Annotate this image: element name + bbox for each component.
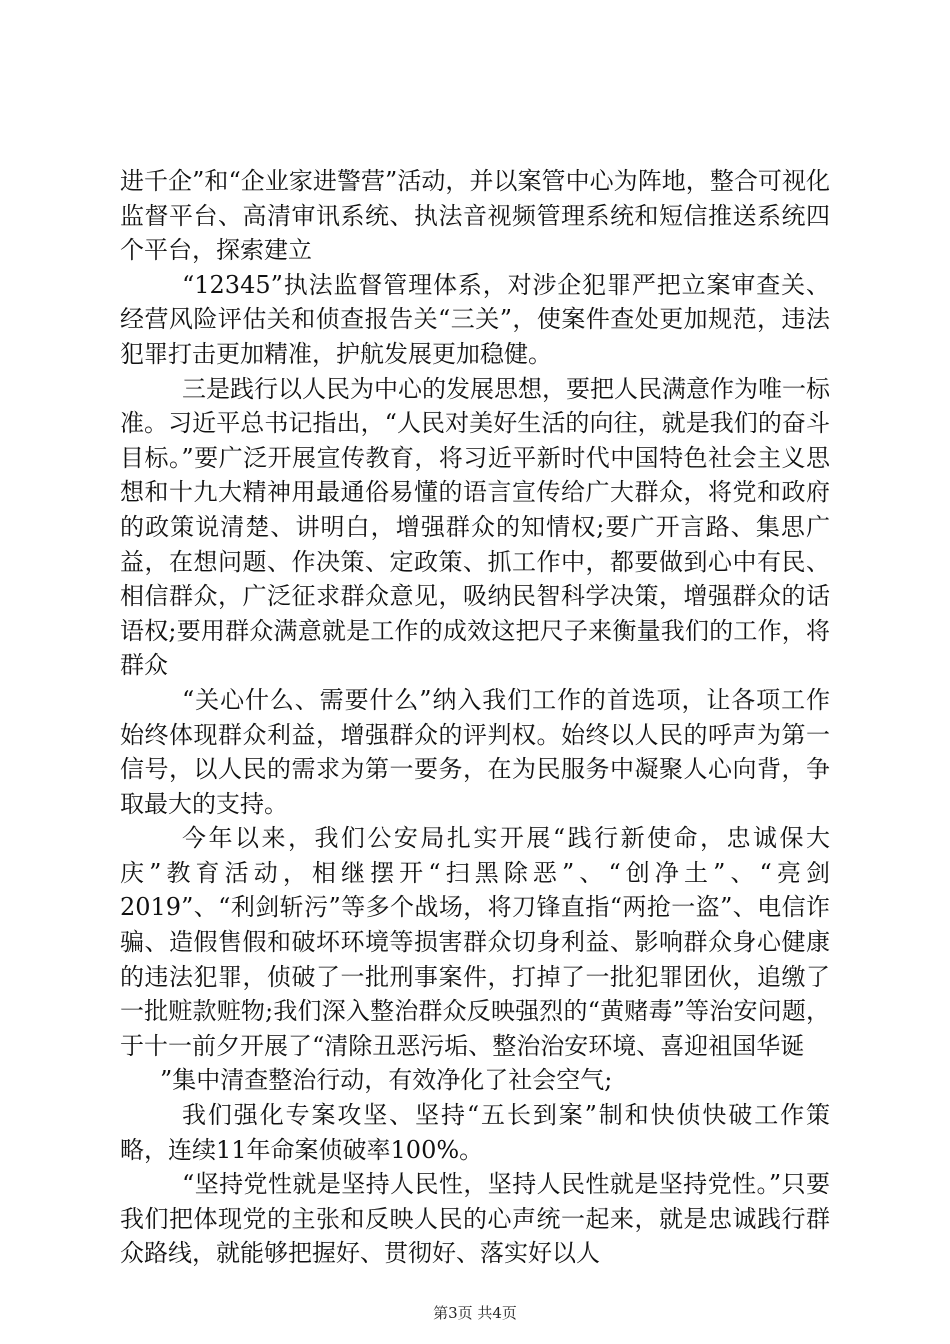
page-footer — [0, 1302, 950, 1323]
paragraph-1: 进千企”和“企业家进警营”活动，并以案管中心为阵地，整合可视化监督平台、高清审讯系统、执法音视频管理系统和短信推送系统四个平台，探索建立 — [120, 167, 830, 265]
page-number-label: 第3页 共4页 — [433, 1304, 517, 1322]
paragraph-2: “12345”执法监督管理体系，对涉企犯罪严把立案审查关、经营风险评估关和侦查报告关“三关”，使案件查处更加规范，违法犯罪打击更加精准，护航发展更加稳健。 — [120, 270, 830, 368]
paragraph-4: “关心什么、需要什么”纳入我们工作的首选项，让各项工作始终体现群众利益，增强群众的评判权。始终以人民的呼声为第一信号，以人民的需求为第一要务，在为民服务中凝聚人心向背，争取最大的支持。 — [120, 685, 830, 818]
paragraph-7: 我们强化专案攻坚、坚持“五长到案”制和快侦快破工作策略，连续11年命案侦破率100%。 — [120, 1101, 830, 1164]
paragraph-8: “坚持党性就是坚持人民性，坚持人民性就是坚持党性。”只要我们把体现党的主张和反映人民的心声统一起来，就是忠诚践行群众路线，就能够把握好、贯彻好、落实好以人 — [120, 1170, 830, 1268]
paragraph-5: 今年以来，我们公安局扎实开展“践行新使命，忠诚保大庆”教育活动，相继摆开“扫黑除恶”、“创净土”、“亮剑2019”、“利剑斩污”等多个战场，将刀锋直指“两抢一盗”、电信诈骗、造假售假和破坏环境等损害群众切身利益、影响群众身心健康的违法犯罪，侦破了一批刑事案件，打掉了一批犯罪团伙，追缴了一批赃款赃物;我们深入整治群众反映强烈的“黄赌毒”等治安问题，于十一前夕开展了“清除丑恶污垢、整治治安环境、喜迎祖国华诞 — [120, 824, 830, 1060]
paragraph-6: ”集中清查整治行动，有效净化了社会空气; — [160, 1066, 613, 1095]
document-body — [120, 164, 830, 1271]
paragraph-3: 三是践行以人民为中心的发展思想，要把人民满意作为唯一标准。习近平总书记指出，“人民对美好生活的向往，就是我们的奋斗目标。”要广泛开展宣传教育，将习近平新时代中国特色社会主义思想和十九大精神用最通俗易懂的语言宣传给广大群众，将党和政府的政策说清楚、讲明白，增强群众的知情权;要广开言路、集思广益，在想问题、作决策、定政策、抓工作中，都要做到心中有民、相信群众，广泛征求群众意见，吸纳民智科学决策，增强群众的话语权;要用群众满意就是工作的成效这把尺子来衡量我们的工作，将群众 — [120, 374, 830, 680]
